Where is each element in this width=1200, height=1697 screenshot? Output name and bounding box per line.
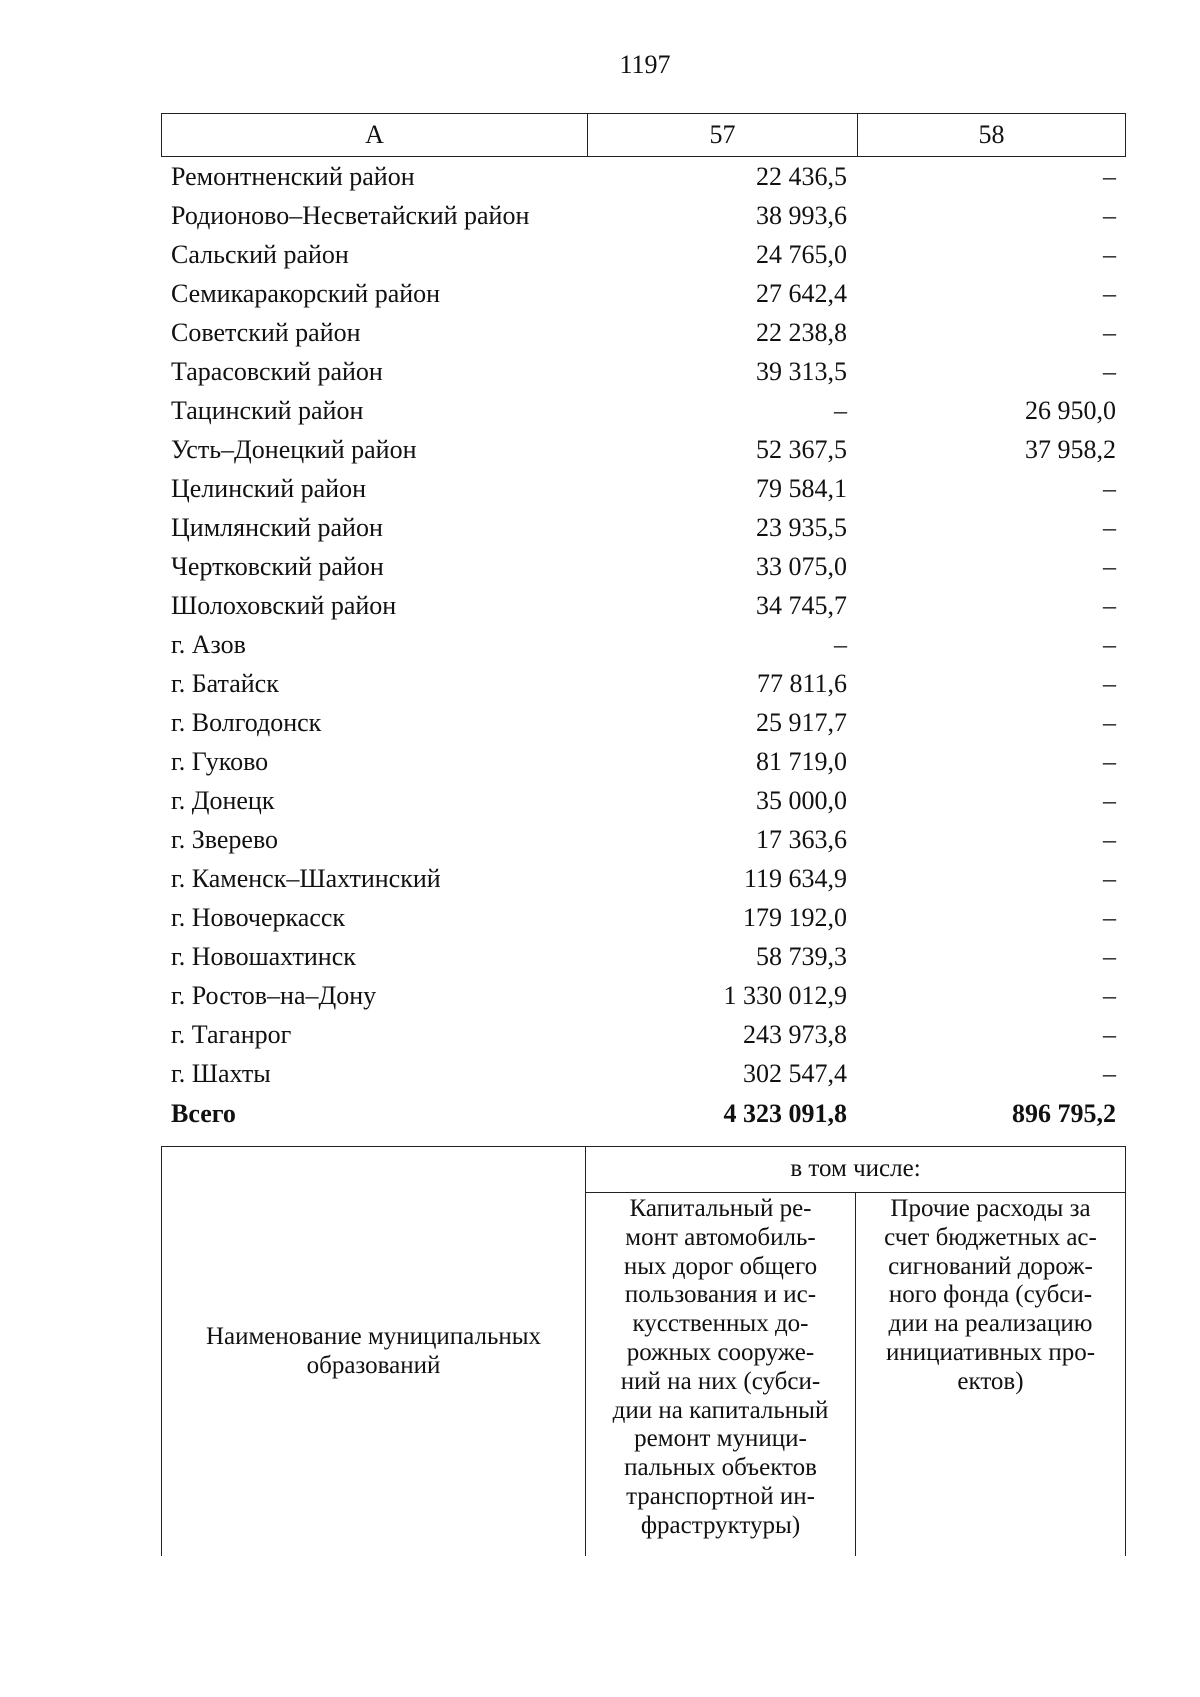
table-row bbox=[161, 430, 1126, 469]
total-row bbox=[161, 1094, 1126, 1133]
header-col-a: А bbox=[162, 114, 588, 156]
value-58-cell: 26 950,0 bbox=[1025, 395, 1116, 425]
table-row bbox=[161, 937, 1126, 976]
value-58-cell: – bbox=[1103, 941, 1116, 971]
table-row bbox=[161, 1054, 1126, 1093]
table-row bbox=[161, 352, 1126, 391]
value-57-cell: 35 000,0 bbox=[756, 785, 847, 815]
value-57-cell: 33 075,0 bbox=[756, 551, 847, 581]
municipality-name-cell: Цимлянский район bbox=[171, 512, 383, 542]
header-text-line: ремонт муници- bbox=[634, 1425, 807, 1453]
value-58-cell: 37 958,2 bbox=[1025, 434, 1116, 464]
table-row bbox=[161, 547, 1126, 586]
table-row bbox=[161, 586, 1126, 625]
table-row bbox=[161, 235, 1126, 274]
value-57-cell: 77 811,6 bbox=[756, 668, 847, 698]
value-58-cell: – bbox=[1103, 551, 1116, 581]
value-58-cell: – bbox=[1103, 707, 1116, 737]
municipality-name-cell: Родионово–Несветайский район bbox=[171, 200, 530, 230]
value-57-cell: – bbox=[834, 395, 847, 425]
value-58-cell: 896 795,2 bbox=[1012, 1098, 1116, 1128]
value-57-cell: 4 323 091,8 bbox=[723, 1098, 847, 1128]
value-58-cell: – bbox=[1103, 239, 1116, 269]
value-57-cell: 17 363,6 bbox=[756, 824, 847, 854]
table-row bbox=[161, 196, 1126, 235]
value-57-cell: 25 917,7 bbox=[756, 707, 847, 737]
header-text-line: дии на капитальный bbox=[612, 1396, 829, 1424]
header-text-line: ных дорог общего bbox=[623, 1252, 818, 1280]
table-row bbox=[161, 625, 1126, 664]
municipality-name-cell: г. Таганрог bbox=[171, 1019, 292, 1049]
municipality-name-cell: г. Новошахтинск bbox=[171, 941, 356, 971]
municipality-name-cell: г. Каменск–Шахтинский bbox=[171, 863, 441, 893]
municipality-name-cell: г. Гуково bbox=[171, 746, 269, 776]
municipality-name-cell: Усть–Донецкий район bbox=[171, 434, 417, 464]
municipality-name-cell: Семикаракорский район bbox=[171, 278, 441, 308]
table-row bbox=[161, 157, 1126, 196]
value-58-cell: – bbox=[1103, 356, 1116, 386]
value-58-cell: – bbox=[1103, 629, 1116, 659]
municipality-name-cell: Ремонтненский район bbox=[171, 161, 415, 191]
value-58-cell: – bbox=[1103, 317, 1116, 347]
municipality-name-cell: г. Шахты bbox=[171, 1058, 271, 1088]
header-text-line: инициативных про- bbox=[885, 1338, 1096, 1366]
value-57-cell: 22 436,5 bbox=[756, 161, 847, 191]
municipality-name-cell: Тарасовский район bbox=[171, 356, 383, 386]
municipality-name-cell: г. Зверево bbox=[171, 824, 279, 854]
column-number-header bbox=[161, 113, 1126, 157]
page-number: 1197 bbox=[619, 50, 671, 79]
value-57-cell: 27 642,4 bbox=[756, 278, 847, 308]
header-text-line: ного фонда (субси- bbox=[888, 1281, 1093, 1309]
value-57-cell: 23 935,5 bbox=[756, 512, 847, 542]
header-text-line: пальных объектов bbox=[624, 1454, 817, 1482]
value-57-cell: – bbox=[834, 629, 847, 659]
including-group-header: в том числе: bbox=[586, 1147, 1125, 1193]
table-row bbox=[161, 976, 1126, 1015]
municipality-name-cell: г. Новочеркасск bbox=[171, 902, 346, 932]
value-58-cell: – bbox=[1103, 746, 1116, 776]
table-row bbox=[161, 391, 1126, 430]
value-57-cell: 39 313,5 bbox=[756, 356, 847, 386]
value-58-cell: – bbox=[1103, 863, 1116, 893]
table-row bbox=[161, 859, 1126, 898]
column-description-header bbox=[161, 1146, 1126, 1556]
value-58-cell: – bbox=[1103, 980, 1116, 1010]
municipality-name-cell: Шолоховский район bbox=[171, 590, 397, 620]
table-row bbox=[161, 508, 1126, 547]
table-row bbox=[161, 820, 1126, 859]
municipality-name-cell: г. Донецк bbox=[171, 785, 275, 815]
value-57-cell: 302 547,4 bbox=[743, 1058, 847, 1088]
table-row bbox=[161, 781, 1126, 820]
value-58-cell: – bbox=[1103, 161, 1116, 191]
header-text-line: пользования и ис- bbox=[624, 1281, 817, 1309]
value-57-cell: 52 367,5 bbox=[756, 434, 847, 464]
value-58-cell: – bbox=[1103, 1058, 1116, 1088]
value-58-cell: – bbox=[1103, 200, 1116, 230]
table-row bbox=[161, 274, 1126, 313]
header-text-line: рожных сооруже- bbox=[626, 1338, 815, 1366]
value-57-cell: 34 745,7 bbox=[756, 590, 847, 620]
value-57-cell: 1 330 012,9 bbox=[723, 980, 847, 1010]
value-57-cell: 119 634,9 bbox=[743, 863, 847, 893]
municipality-name-cell: Целинский район bbox=[171, 473, 366, 503]
header-text-line: Прочие расходы за bbox=[890, 1195, 1091, 1222]
value-58-cell: – bbox=[1103, 278, 1116, 308]
header-text-line: дии на реализацию bbox=[888, 1310, 1093, 1338]
table-row bbox=[161, 703, 1126, 742]
header-text-line: транспортной ин- bbox=[626, 1482, 815, 1510]
header-text-line: фраструктуры) bbox=[640, 1511, 801, 1539]
value-58-cell: – bbox=[1103, 824, 1116, 854]
municipality-name-cell: Советский район bbox=[171, 317, 361, 347]
table-row bbox=[161, 313, 1126, 352]
value-58-cell: – bbox=[1103, 1019, 1116, 1049]
value-57-cell: 22 238,8 bbox=[756, 317, 847, 347]
header-text-line: ектов) bbox=[957, 1367, 1024, 1395]
table-row bbox=[161, 742, 1126, 781]
value-58-cell: – bbox=[1103, 668, 1116, 698]
value-57-cell: 179 192,0 bbox=[743, 902, 847, 932]
value-57-cell: 243 973,8 bbox=[743, 1019, 847, 1049]
value-58-cell: – bbox=[1103, 473, 1116, 503]
table-row bbox=[161, 898, 1126, 937]
municipality-name-cell: г. Азов bbox=[171, 629, 246, 659]
value-57-cell: 79 584,1 bbox=[756, 473, 847, 503]
header-text-line: сигнований дорож- bbox=[888, 1252, 1093, 1280]
value-58-cell: – bbox=[1103, 512, 1116, 542]
value-57-cell: 24 765,0 bbox=[756, 239, 847, 269]
municipality-name-cell: г. Батайск bbox=[171, 668, 279, 698]
value-58-cell: – bbox=[1103, 590, 1116, 620]
municipality-name-cell: Чертковский район bbox=[171, 551, 384, 581]
header-col-58: 58 bbox=[978, 120, 1005, 149]
header-text-line: монт автомобиль- bbox=[625, 1223, 816, 1251]
municipality-name-cell: г. Ростов–на–Дону bbox=[171, 980, 377, 1010]
municipality-column-header: Наименование муниципальных образований bbox=[162, 1147, 586, 1556]
municipality-name-cell: Сальский район bbox=[171, 239, 349, 269]
table-row bbox=[161, 664, 1126, 703]
value-58-cell: – bbox=[1103, 785, 1116, 815]
value-58-cell: – bbox=[1103, 902, 1116, 932]
header-col-57: 57 bbox=[588, 114, 858, 156]
municipality-name-cell: Всего bbox=[171, 1098, 236, 1128]
table-row bbox=[161, 469, 1126, 508]
table-row bbox=[161, 1015, 1126, 1054]
municipality-name-cell: г. Волгодонск bbox=[171, 707, 322, 737]
value-57-cell: 81 719,0 bbox=[756, 746, 847, 776]
header-text-line: Капитальный ре- bbox=[629, 1195, 812, 1222]
other-expenses-column-header bbox=[856, 1193, 1125, 1556]
data-table-body bbox=[161, 157, 1126, 1133]
value-57-cell: 38 993,6 bbox=[756, 200, 847, 230]
value-57-cell: 58 739,3 bbox=[756, 941, 847, 971]
header-text-line: счет бюджетных ас- bbox=[884, 1223, 1097, 1251]
header-text-line: кусственных до- bbox=[632, 1310, 809, 1338]
municipality-name-cell: Тацинский район bbox=[171, 395, 364, 425]
header-text-line: ний на них (субси- bbox=[620, 1367, 821, 1395]
capital-repair-column-header bbox=[586, 1193, 856, 1556]
